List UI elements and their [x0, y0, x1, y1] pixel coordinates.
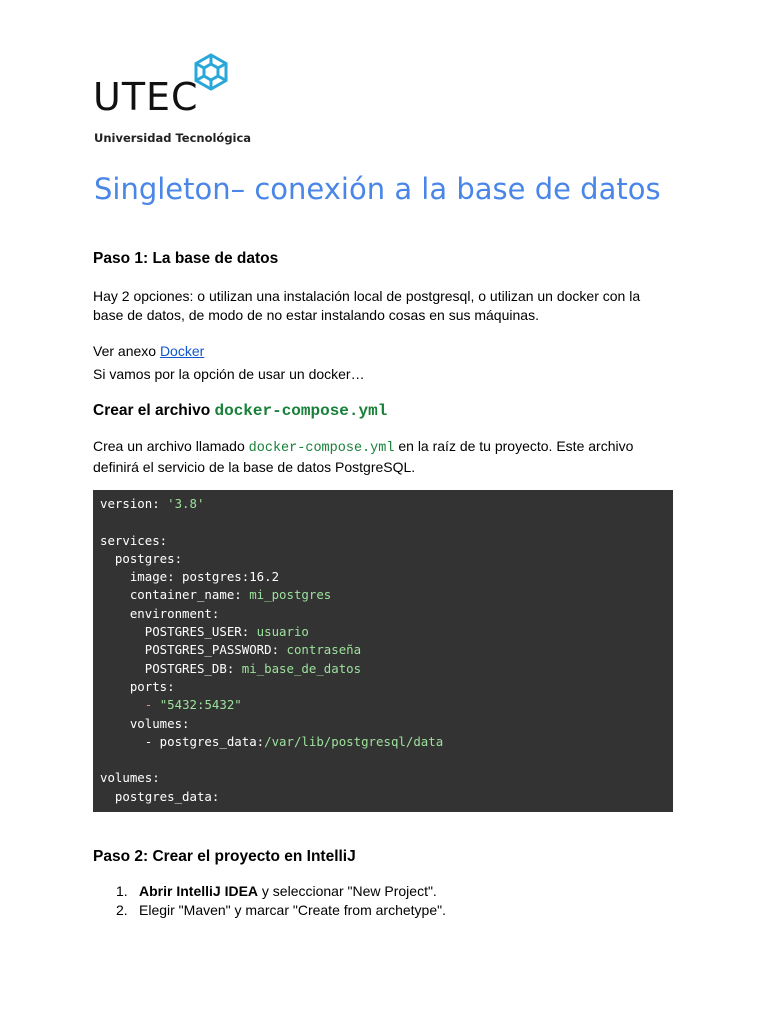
utec-logo — [93, 52, 252, 147]
annex-line — [93, 342, 668, 361]
code-line: version: '3.8' — [100, 496, 205, 511]
code-line: image: postgres:16.2 — [100, 569, 280, 585]
code-line: POSTGRES_DB: mi_base_de_datos — [100, 660, 362, 676]
desc-suffix: en la raíz de tu proyecto. Este archivo definirá el servicio de la base de datos PostgreSQL. — [93, 438, 634, 475]
list-item: 1. Abrir IntelliJ IDEA y seleccionar "New Project". — [116, 883, 437, 899]
page-title: Singleton– conexión a la base de datos — [94, 172, 661, 206]
step1-intro: Hay 2 opciones: o utilizan una instalación local de postgresql, o utilizan un docker con la base de datos, de modo de no estar instalando cosas en sus máquinas. — [93, 288, 641, 323]
code-line: volumes: — [100, 715, 190, 731]
docker-annex-link[interactable]: Docker — [159, 343, 205, 359]
code-line: services: — [100, 532, 168, 548]
annex-prefix: Ver anexo — [93, 343, 160, 359]
code-line: environment: — [100, 605, 220, 621]
code-line: postgres_data: — [100, 788, 220, 804]
create-file-heading-prefix: Crear el archivo — [93, 402, 215, 419]
desc-prefix: Crea un archivo llamado — [93, 438, 249, 454]
code-line: container_name: mi_postgres — [100, 587, 332, 603]
create-file-description — [93, 437, 668, 477]
list-item: 2. Elegir "Maven" y marcar "Create from archetype". — [116, 902, 446, 918]
create-file-heading — [93, 402, 387, 420]
code-line: POSTGRES_USER: usuario — [100, 624, 309, 640]
docker-option-text: Si vamos por la opción de usar un docker… — [93, 366, 365, 382]
step2-list — [93, 882, 446, 920]
logo-subtitle: Universidad Tecnológica — [94, 131, 252, 145]
code-line: volumes: — [100, 770, 160, 786]
create-file-heading-code: docker-compose.yml — [214, 402, 388, 420]
desc-code: docker-compose.yml — [248, 441, 395, 456]
step1-heading: Paso 1: La base de datos — [93, 250, 279, 267]
docker-compose-code-block — [93, 490, 673, 812]
code-line: - postgres_data:/var/lib/postgresql/data — [100, 733, 444, 749]
code-line: POSTGRES_PASSWORD: contraseña — [100, 642, 362, 658]
code-line: ports: — [100, 678, 175, 694]
code-line: - "5432:5432" — [100, 697, 242, 713]
logo-wordmark: UTEC — [93, 75, 199, 119]
code-line: postgres: — [100, 550, 183, 566]
step2-heading: Paso 2: Crear el proyecto en IntelliJ — [93, 848, 356, 865]
